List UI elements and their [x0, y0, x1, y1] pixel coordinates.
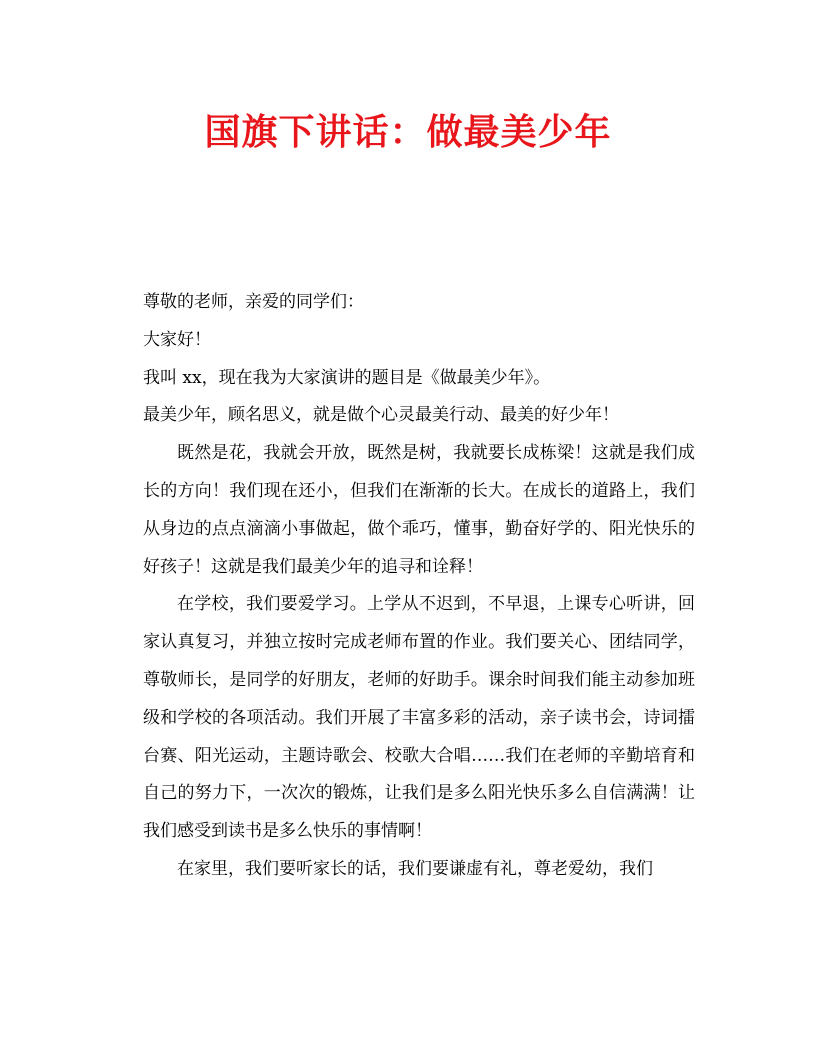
- paragraph-home: 在家里，我们要听家长的话，我们要谦虚有礼，尊老爱幼，我们: [177, 858, 653, 879]
- document-title: 国旗下讲话：做最美少年: [204, 111, 612, 153]
- paragraph-salutation: 尊敬的老师，亲爱的同学们：: [143, 292, 364, 312]
- paragraph-introduction: 我叫 xx，现在我为大家演讲的题目是《做最美少年》。: [143, 367, 551, 388]
- paragraph-greeting: 大家好！: [143, 329, 211, 350]
- paragraph-growth: 既然是花，我就会开放，既然是树，我就要长成栋梁！这就是我们成长的方向！我们现在还小，但我们在渐渐的长大。在成长的道路上，我们从身边的点点滴滴小事做起，做个乖巧，懂事，勤奋好学的、阳光快乐的好孩子！这就是我们最美少年的追寻和诠释！: [143, 443, 695, 577]
- document-body: [143, 284, 695, 889]
- paragraph-school: 在学校，我们要爱学习。上学从不迟到，不早退，上课专心听讲，回家认真复习，并独立按时完成老师布置的作业。我们要关心、团结同学，尊敬师长，是同学的好朋友，老师的好助手。课余时间我们能主动参加班级和学校的各项活动。我们开展了丰富多彩的活动，亲子读书会，诗词擂台赛、阳光运动，主题诗歌会、校歌大合唱……我们在老师的辛勤培育和自己的努力下，一次次的锻炼，让我们是多么阳光快乐多么自信满满！让我们感受到读书是多么快乐的事情啊！: [143, 594, 695, 842]
- paragraph-definition: 最美少年，顾名思义，就是做个心灵最美行动、最美的好少年！: [143, 405, 619, 426]
